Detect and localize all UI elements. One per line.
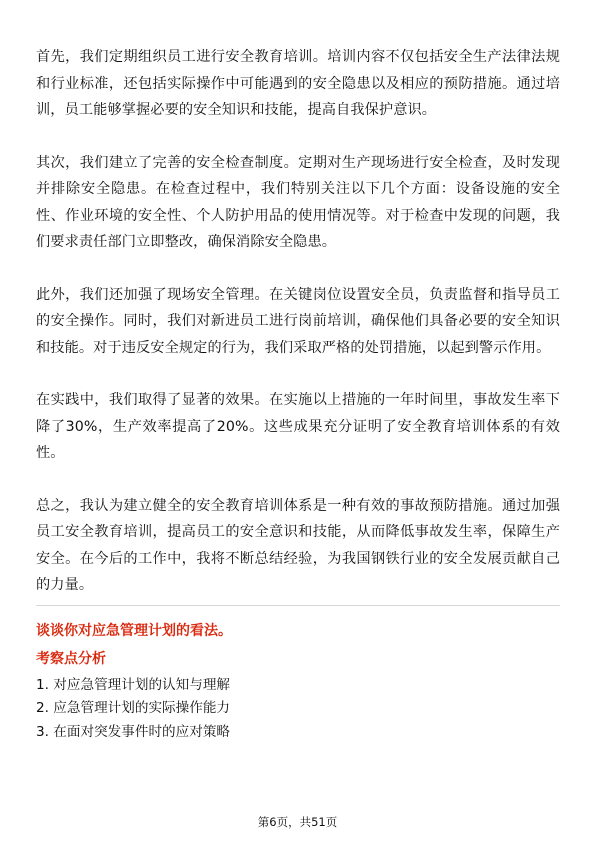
paragraph-5: 总之，我认为建立健全的安全教育培训体系是一种有效的事故预防措施。通过加强员工安全教育培训，提高员工的安全意识和技能，从而降低事故发生率，保障生产安全。在今后的工作中，我将不断总结经验，为我国钢铁行业的安全发展贡献自己的力量。 [36,497,560,593]
analysis-title: 考察点分析 [36,650,106,667]
paragraph-3: 此外，我们还加强了现场安全管理。在关键岗位设置安全员，负责监督和指导员工的安全操作。同时，我们对新进员工进行岗前培训，确保他们具备必要的安全知识和技能。对于违反安全规定的行为，我们采取严格的处罚措施，以起到警示作用。 [36,286,560,356]
analysis-point-3: 3. 在面对突发事件时的应对策略 [36,723,231,740]
section-divider [36,605,560,606]
analysis-point-2: 2. 应急管理计划的实际操作能力 [36,700,231,716]
page-number-footer: 第6页，共51页 [257,815,338,829]
paragraph-2: 其次，我们建立了完善的安全检查制度。定期对生产现场进行安全检查，及时发现并排除安全隐患。在检查过程中，我们特别关注以下几个方面：设备设施的安全性、作业环境的安全性、个人防护用品的使用情况等。对于检查中发现的问题，我们要求责任部门立即整改，确保消除安全隐患。 [36,154,560,250]
page-content [36,44,560,744]
analysis-point-1: 1. 对应急管理计划的认知与理解 [36,676,231,693]
paragraph-1: 首先，我们定期组织员工进行安全教育培训。培训内容不仅包括安全生产法律法规和行业标准，还包括实际操作中可能遇到的安全隐患以及相应的预防措施。通过培训，员工能够掌握必要的安全知识和技能，提高自我保护意识。 [36,49,560,118]
paragraph-4: 在实践中，我们取得了显著的效果。在实施以上措施的一年时间里，事故发生率下降了30%，生产效率提高了20%。这些成果充分证明了安全教育培训体系的有效性。 [36,392,560,461]
question-heading: 谈谈你对应急管理计划的看法。 [36,622,232,639]
